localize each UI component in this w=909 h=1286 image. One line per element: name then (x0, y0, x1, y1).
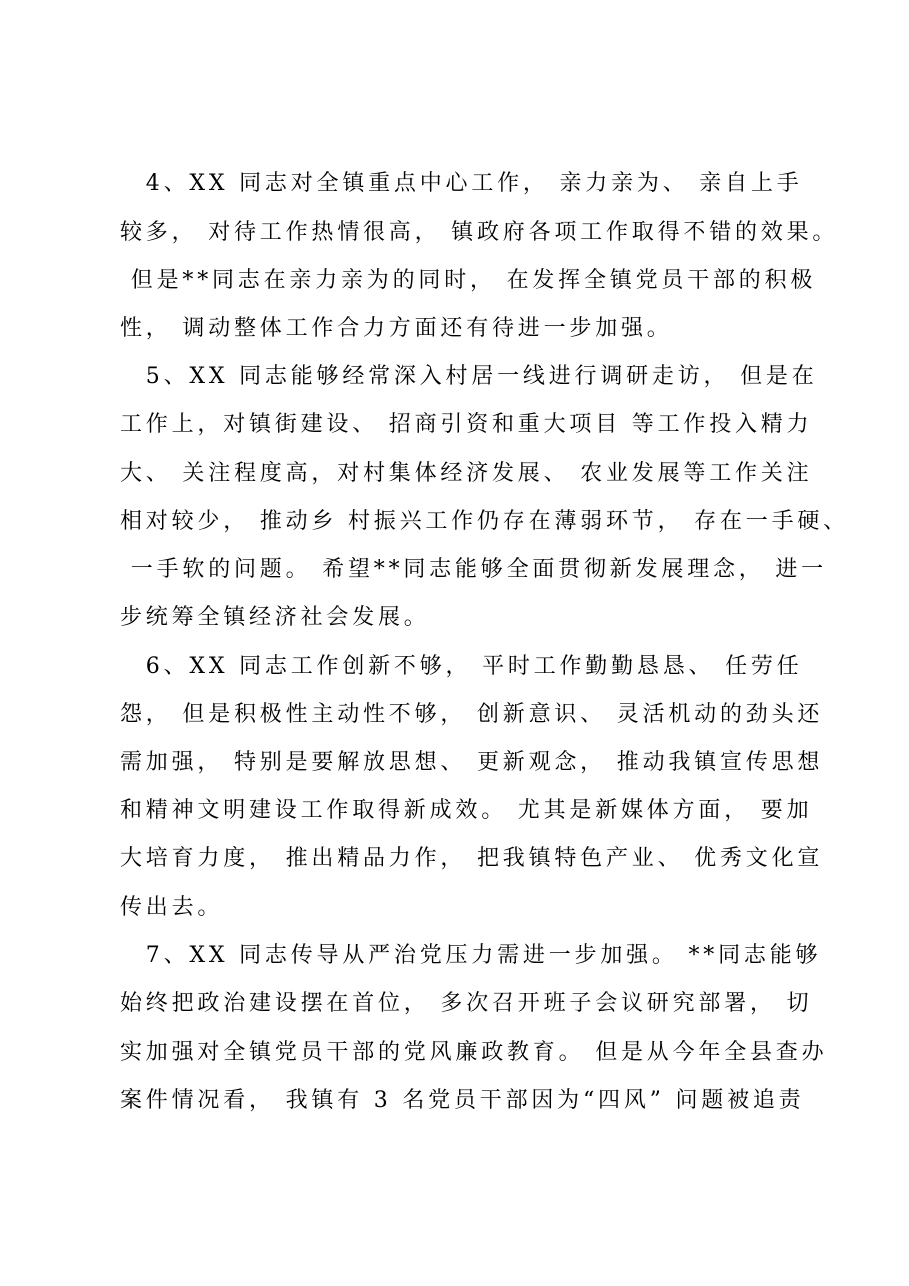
paragraph-6-line-3: 需加强， 特别是要解放思想、 更新观念， 推动我镇宣传思想 (120, 750, 824, 775)
paragraph-7-line-1: 7、XX 同志传导从严治党压力需进一步加强。 **同志能够 (120, 943, 822, 968)
paragraph-5-line-5: 一手软的问题。 希望**同志能够全面贯彻新发展理念， 进一 (120, 557, 827, 582)
paragraph-7-line-4: 案件情况看， 我镇有 3 名党员干部因为“四风” 问题被追责 (120, 1088, 805, 1113)
paragraph-4-line-1: 4、XX 同志对全镇重点中心工作， 亲力亲为、 亲自上手 (120, 171, 803, 196)
paragraph-4-line-2: 较多， 对待工作热情很高， 镇政府各项工作取得不错的效果。 (120, 220, 839, 245)
paragraph-6-line-6: 传出去。 (120, 895, 224, 920)
paragraph-5-line-3: 大、 关注程度高，对村集体经济发展、 农业发展等工作关注 (120, 461, 813, 486)
paragraph-6-line-2: 怨， 但是积极性主动性不够， 创新意识、 灵活机动的劲头还 (120, 702, 824, 727)
paragraph-6-line-4: 和精神文明建设工作取得新成效。 尤其是新媒体方面， 要加 (120, 798, 813, 823)
paragraph-7-line-2: 始终把政治建设摆在首位， 多次召开班子会议研究部署， 切 (120, 991, 813, 1016)
paragraph-5-line-1: 5、XX 同志能够经常深入村居一线进行调研走访， 但是在 (120, 364, 818, 389)
paragraph-5-line-2: 工作上，对镇街建设、 招商引资和重大项目 等工作投入精力 (120, 412, 813, 437)
paragraph-7-line-3: 实加强对全镇党员干部的党风廉政教育。 但是从今年全县查办 (120, 1040, 828, 1065)
paragraph-4-line-4: 性， 调动整体工作合力方面还有待进一步加强。 (120, 316, 673, 341)
paragraph-6-line-1: 6、XX 同志工作创新不够， 平时工作勤勤恳恳、 任劳任 (120, 654, 803, 679)
paragraph-5-line-6: 步统筹全镇经济社会发展。 (120, 605, 430, 630)
paragraph-4-line-3: 但是**同志在亲力亲为的同时， 在发挥全镇党员干部的积极 (120, 268, 817, 293)
paragraph-5-line-4: 相对较少， 推动乡 村振兴工作仍存在薄弱环节， 存在一手硬、 (120, 509, 849, 534)
paragraph-6-line-5: 大培育力度， 推出精品力作， 把我镇特色产业、 优秀文化宣 (120, 846, 824, 871)
